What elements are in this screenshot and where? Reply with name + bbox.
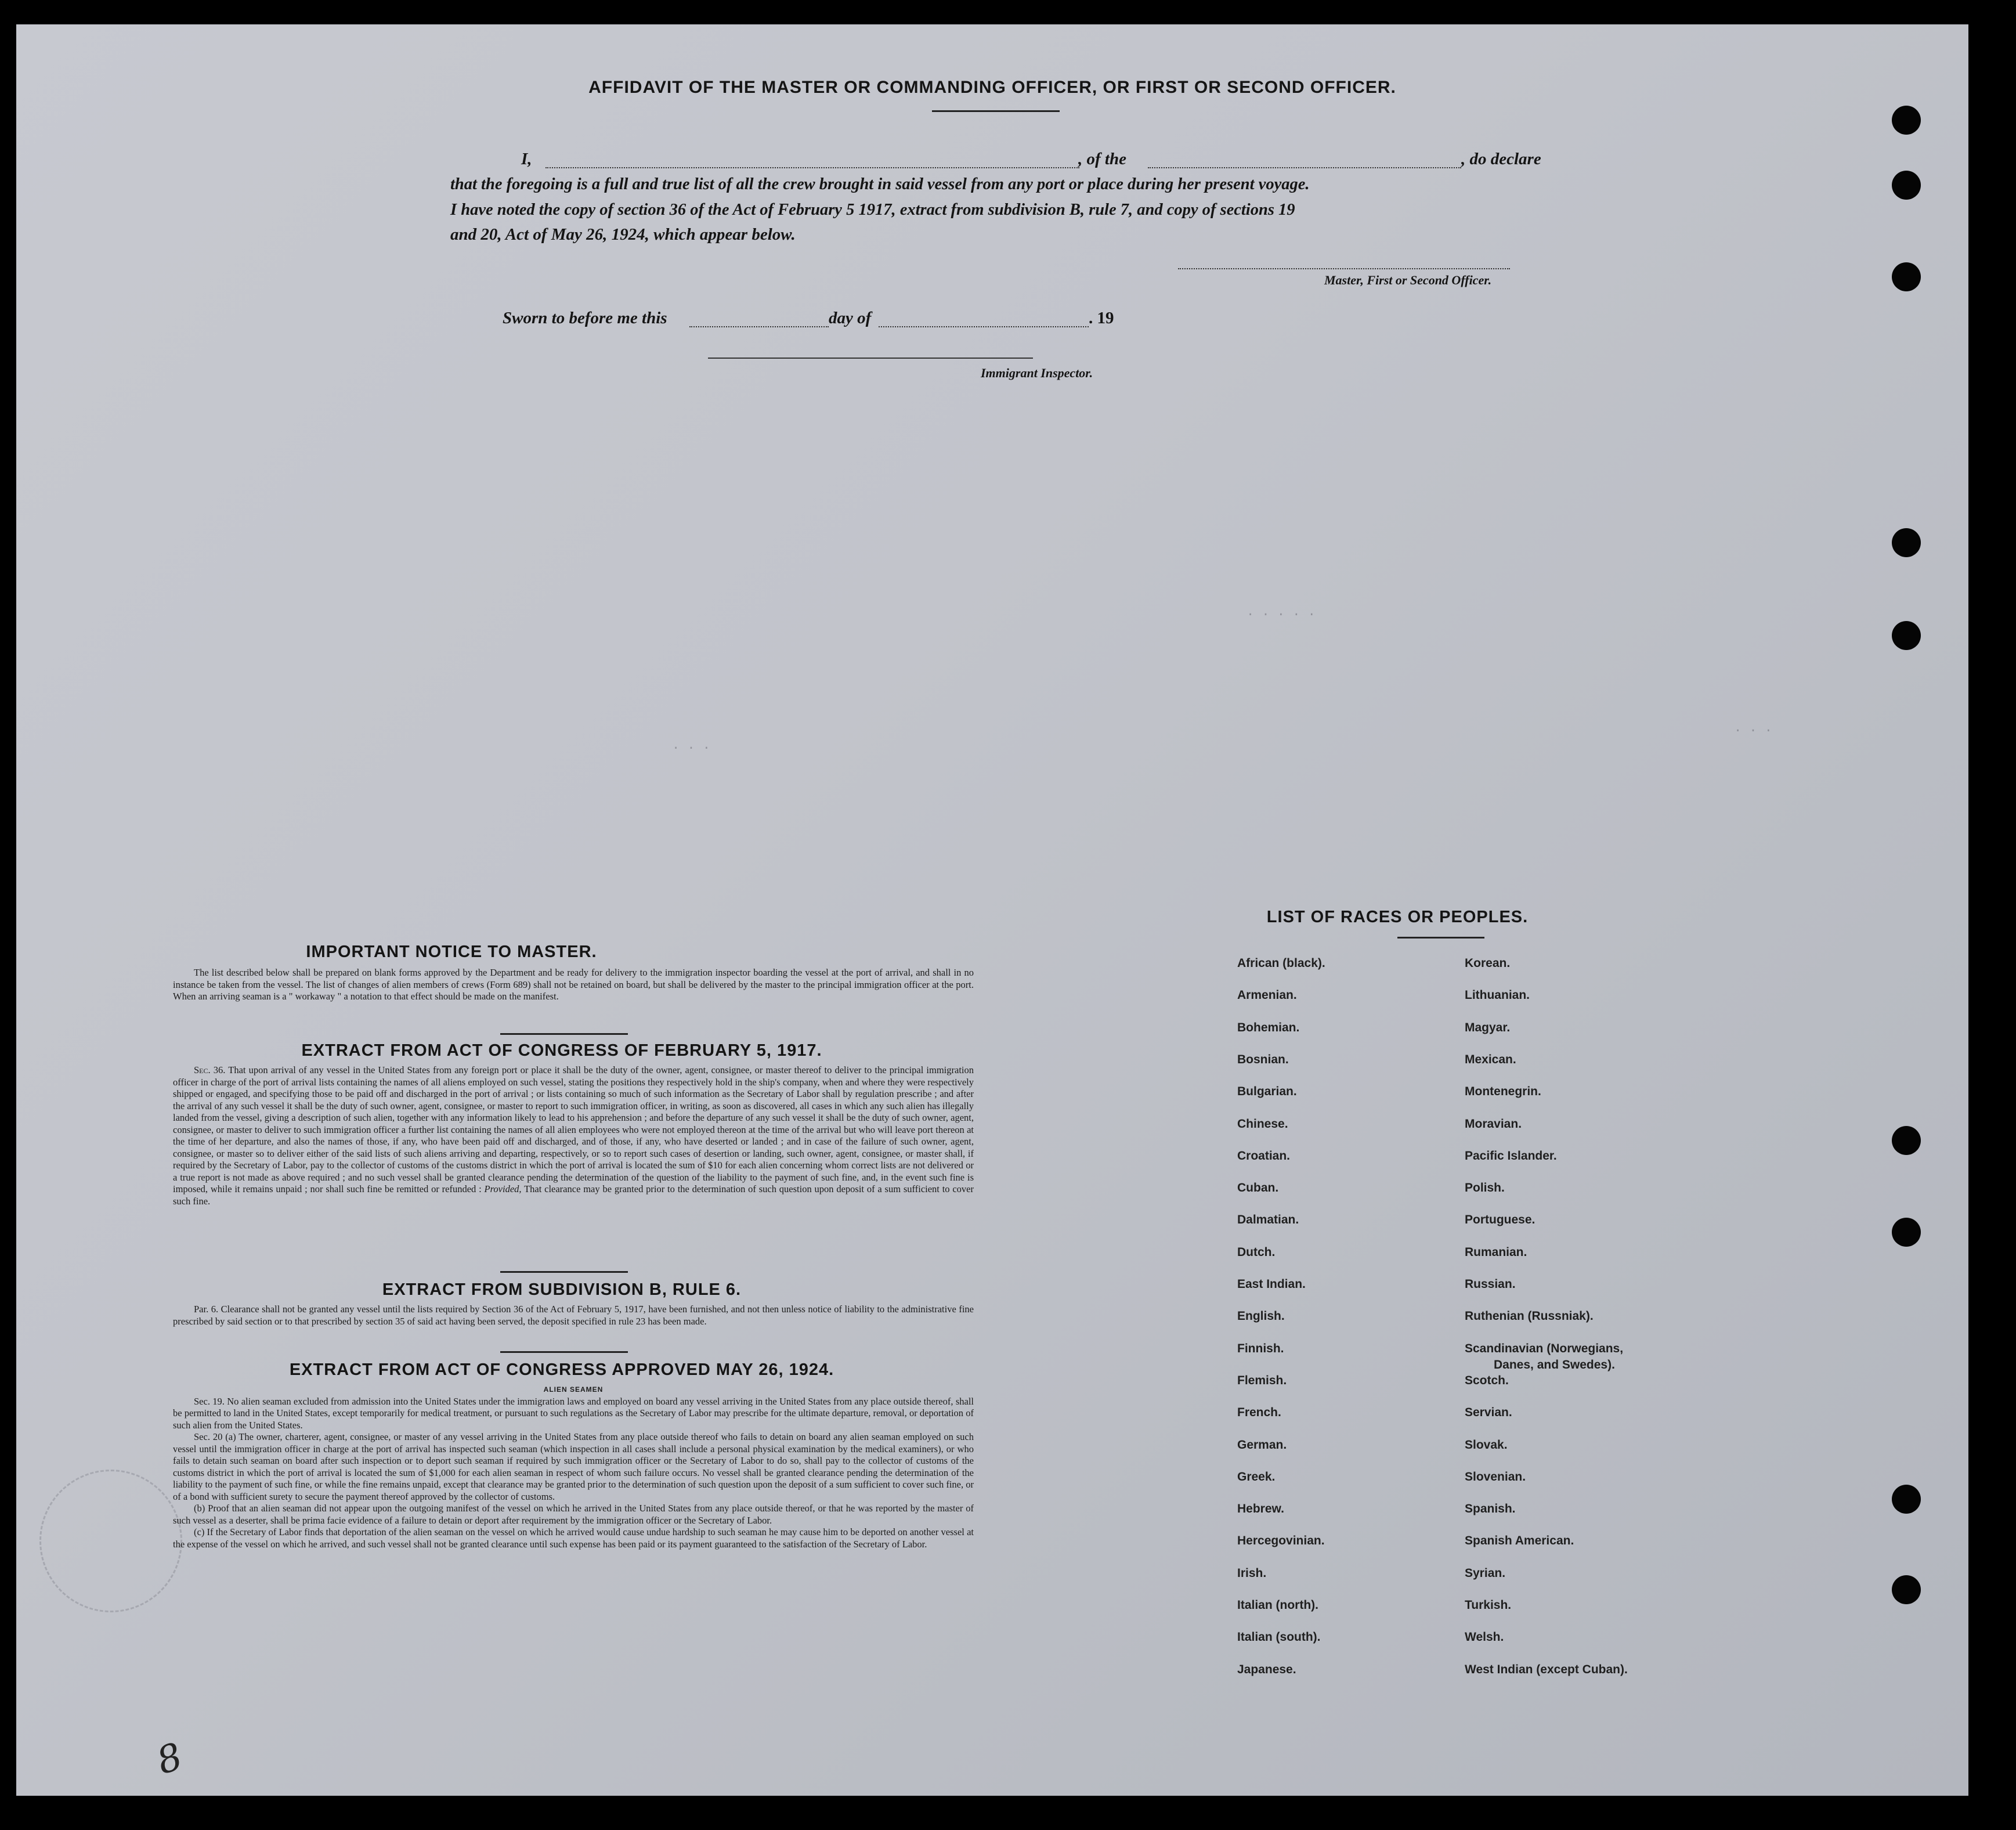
left-race-item: Finnish.: [1237, 1341, 1284, 1355]
races-title-rule: [1397, 937, 1484, 939]
left-race-item: French.: [1237, 1406, 1281, 1420]
extract-1917-paragraph: [173, 1064, 974, 1207]
right-race-item: Korean.: [1465, 956, 1511, 970]
right-race-item: Slovenian.: [1465, 1470, 1526, 1484]
left-race-item: Japanese.: [1237, 1662, 1296, 1676]
right-race-item: Servian.: [1465, 1406, 1512, 1420]
faded-seal-stamp: [39, 1470, 182, 1612]
alien-seamen-subtitle: ALIEN SEAMEN: [543, 1385, 604, 1394]
right-race-item: Ruthenian (Russniak).: [1465, 1309, 1594, 1323]
punch-hole: [1892, 106, 1921, 135]
extract-1917-title: EXTRACT FROM ACT OF CONGRESS OF FEBRUARY 5, 1917.: [301, 1041, 822, 1060]
right-race-item: Turkish.: [1465, 1598, 1512, 1612]
right-race-item: Portuguese.: [1465, 1213, 1536, 1227]
right-race-item: Pacific Islander.: [1465, 1149, 1557, 1163]
affidavit-line-3: I have noted the copy of section 36 of the Act of February 5 1917, extract from subdivision B, rule 7, and copy of sections 19: [450, 201, 1295, 219]
left-race-item: Dalmatian.: [1237, 1213, 1299, 1227]
right-race-item: Spanish American.: [1465, 1534, 1574, 1548]
right-race-item: Polish.: [1465, 1181, 1505, 1195]
bleed-through-marks: . . .: [1734, 721, 1773, 735]
extract-rule6-title: EXTRACT FROM SUBDIVISION B, RULE 6.: [382, 1280, 742, 1299]
vessel-name-field: [1148, 167, 1461, 168]
title-rule: [932, 110, 1060, 112]
left-race-item: Italian (south).: [1237, 1630, 1321, 1644]
left-race-item: Greek.: [1237, 1470, 1276, 1484]
left-race-item: East Indian.: [1237, 1277, 1306, 1291]
left-race-item: Cuban.: [1237, 1181, 1279, 1195]
punch-hole: [1892, 1485, 1921, 1514]
notice-title: IMPORTANT NOTICE TO MASTER.: [306, 943, 597, 961]
left-race-item: English.: [1237, 1309, 1285, 1323]
affidavit-declare-label: , do declare: [1461, 150, 1541, 168]
right-race-item: Syrian.: [1465, 1566, 1506, 1580]
affidavit-title: AFFIDAVIT OF THE MASTER OR COMMANDING OFFICER, OR FIRST OR SECOND OFFICER.: [588, 78, 1396, 97]
punch-hole: [1892, 621, 1921, 650]
extract-1924-body: [173, 1384, 974, 1550]
right-race-item: Scotch.: [1465, 1373, 1509, 1387]
section-rule: [500, 1033, 628, 1035]
bleed-through-marks: . . . . .: [1247, 605, 1316, 619]
right-race-item: Mexican.: [1465, 1052, 1516, 1066]
races-title: LIST OF RACES OR PEOPLES.: [1266, 908, 1529, 926]
document-page: [16, 24, 1968, 1796]
master-signature-label: Master, First or Second Officer.: [1324, 273, 1492, 287]
left-race-item: Irish.: [1237, 1566, 1267, 1580]
section-rule: [500, 1351, 628, 1353]
right-race-item: Slovak.: [1465, 1438, 1508, 1452]
left-race-item: Chinese.: [1237, 1117, 1288, 1131]
sworn-year-label: . 19: [1089, 309, 1114, 327]
left-race-item: German.: [1237, 1438, 1287, 1452]
right-race-item: Lithuanian.: [1465, 988, 1530, 1002]
sec-19-text: Sec. 19. No alien seaman excluded from admission into the United States under the immigration laws and employed on board any vessel arriving in the United States from any place outside thereof, shall be permitted to land in the United States, except temporarily for medical treatment, or pursuant to such regulations as the Secretary of Labor may prescribe for the ultimate departure, removal, or deportation of such alien from the United States.: [173, 1395, 974, 1431]
affidavit-line-2: that the foregoing is a full and true list of all the crew brought in said vessel from any port or place during her present voyage.: [450, 175, 1310, 193]
right-race-item: Rumanian.: [1465, 1245, 1527, 1259]
sec-36-label: Sec. 36.: [194, 1064, 226, 1075]
left-race-item: Dutch.: [1237, 1245, 1276, 1259]
right-race-item: Scandinavian (Norwegians,: [1465, 1341, 1624, 1355]
left-race-item: Hercegovinian.: [1237, 1534, 1325, 1548]
sec-20c-text: (c) If the Secretary of Labor finds that deportation of the alien seaman on the vessel on which he arrived would cause undue hardship to such seaman he may cause him to be deported on another vessel at the expense of the vessel on which he arrived, and such vessel shall not be granted clearance until such expense has been paid or its payment guaranteed to the satisfaction of the Secretary of Labor.: [173, 1526, 974, 1550]
race-scandinavian-continued: Danes, and Swedes).: [1494, 1358, 1615, 1371]
right-race-item: Spanish.: [1465, 1502, 1516, 1516]
punch-hole: [1892, 1218, 1921, 1247]
punch-hole: [1892, 262, 1921, 291]
rule6-text: Par. 6. Clearance shall not be granted any vessel until the lists required by Section 36 of the Act of February 5, 1917, have been furnished, and not then unless notice of liability to the administrative fine prescribed by said section or to that prescribed by section 35 of said act having been served, the deposit specified in rule 23 has been made.: [173, 1304, 974, 1327]
punch-hole: [1892, 1575, 1921, 1604]
left-race-item: Bohemian.: [1237, 1020, 1300, 1034]
right-race-item: Magyar.: [1465, 1020, 1511, 1034]
proviso-text: That clearance may be granted prior to the determination of such question upon deposit of a sum sufficient to cover such fine.: [173, 1183, 974, 1207]
sworn-day-of-label: day of: [829, 309, 872, 327]
master-name-field: [545, 167, 1079, 168]
sec-20b-text: (b) Proof that an alien seaman did not appear upon the outgoing manifest of the vessel on which he arrived in the United States from any place outside thereof, or that he was reported by the master of such vessel as a deserter, shall be prima facie evidence of a failure to detain or deport after requirement by the immigration officer or the Secretary of Labor.: [173, 1503, 974, 1526]
left-race-item: Flemish.: [1237, 1373, 1287, 1387]
inspector-signature-field: [708, 358, 1033, 359]
left-race-item: Croatian.: [1237, 1149, 1291, 1163]
left-race-item: Italian (north).: [1237, 1598, 1318, 1612]
sworn-day-field: [689, 326, 829, 327]
right-race-item: Montenegrin.: [1465, 1085, 1541, 1099]
punch-hole: [1892, 171, 1921, 200]
notice-body: [173, 967, 974, 1003]
right-race-item: Moravian.: [1465, 1117, 1522, 1131]
left-race-item: Hebrew.: [1237, 1502, 1284, 1516]
left-race-item: Bosnian.: [1237, 1052, 1289, 1066]
extract-1917-body: [173, 1064, 974, 1207]
left-race-item: Armenian.: [1237, 988, 1297, 1002]
master-signature-field: [1178, 268, 1510, 269]
section-rule: [500, 1271, 628, 1273]
left-race-item: African (black).: [1237, 956, 1325, 970]
affidavit-line-4: and 20, Act of May 26, 1924, which appear below.: [450, 225, 796, 244]
right-race-item: Russian.: [1465, 1277, 1516, 1291]
punch-hole: [1892, 528, 1921, 557]
sworn-month-field: [879, 326, 1089, 327]
affidavit-i-label: I,: [521, 150, 532, 168]
left-race-item: Bulgarian.: [1237, 1085, 1297, 1099]
bleed-through-marks: . . .: [672, 738, 711, 753]
extract-1924-title: EXTRACT FROM ACT OF CONGRESS APPROVED MAY 26, 1924.: [289, 1360, 834, 1379]
notice-text: The list described below shall be prepared on blank forms approved by the Department and be ready for delivery to the immigration inspector boarding the vessel at the port of arrival, and shall in no instance be taken from the vessel. The list of changes of alien members of crews (Form 689) shall not be retained on board, but shall be delivered by the master to the principal immigration officer at the port. When an arriving seaman is a " workaway " a notation to that effect should be made on the manifest.: [173, 967, 974, 1002]
sec-36-text: That upon arrival of any vessel in the United States from any foreign port or place it shall be the duty of the owner, agent, consignee, or master thereof to deliver to the principal immigration officer in charge of the port of arrival lists containing the names of all aliens employed on such vessel, stating the positions they respectively hold in the ship's company, when and where they were respectively shipped or engaged, and specifying those to be paid off and discharged in the port of arrival ; or lists containing so much of such information as the Secretary of Labor shall by regulation prescribe ; and after the arrival of any such vessel it shall be the duty of such owner, agent, consignee, or master to report to such immigration officer, in writing, as soon as discovered, all cases in which any such alien has illegally landed from the vessel, giving a description of such alien, together with any information likely to lead to his apprehension ; and before the departure of any such vessel it shall be the duty of such owner, agent, consignee, or master to deliver to such immigration officer a further list containing the names of all alien employees who were not employed thereon at the time of the arrival but who will leave port thereon at the time of her departure, and also the names of those, if any, who have been paid off and discharged, and of those, if any, who have deserted or landed ; and in case of the failure of such owner, agent, consignee, or master so to deliver either of the said lists of such aliens arriving and departing, respectively, or so to report such cases of desertion or landing, such owner, agent, consignee, or master shall, if required by the Secretary of Labor, pay to the collector of customs of the customs district in which the port of arrival is located the sum of $10 for each alien concerning whom correct lists are not delivered or a true report is not made as above required ; and no such vessel shall be granted clearance pending the determination of the question of the liability to the payment of such fine, and, in the event such fine is imposed, while it remains unpaid ; nor shall such fine be remitted or refunded :: [173, 1064, 974, 1194]
right-race-item: West Indian (except Cuban).: [1465, 1662, 1628, 1676]
sec-20a-text: Sec. 20 (a) The owner, charterer, agent, consignee, or master of any vessel arriving in the United States from any place outside thereof who fails to detain on board any alien seaman employed on such vessel until the immigration officer in charge at the port of arrival has inspected such seaman (which inspection in all cases shall include a personal physical examination by the medical examiners), or who fails to detain such seaman on board after such inspection or to deport such seaman if required by such immigration officer or the Secretary of Labor to do so, shall pay to the collector of customs of the customs district in which the port of arrival is located the sum of $1,000 for each alien seaman in respect of whom such failure occurs. No vessel shall be granted clearance pending the determination of the liability to the payment of such fine, or while the fine remains unpaid, except that clearance may be granted prior to the determination of such question upon the deposit of a sum sufficient to cover such fine, or of a bond with sufficient surety to secure the payment thereof approved by the collector of customs.: [173, 1431, 974, 1502]
punch-hole: [1892, 1126, 1921, 1155]
inspector-label: Immigrant Inspector.: [981, 366, 1093, 380]
extract-rule6-body: [173, 1304, 974, 1327]
affidavit-of-the-label: , of the: [1078, 150, 1126, 168]
right-race-item: Welsh.: [1465, 1630, 1504, 1644]
proviso-label: Provided,: [484, 1183, 522, 1194]
sworn-prefix: Sworn to before me this: [503, 309, 667, 327]
handwritten-page-mark: 8: [151, 1735, 188, 1784]
